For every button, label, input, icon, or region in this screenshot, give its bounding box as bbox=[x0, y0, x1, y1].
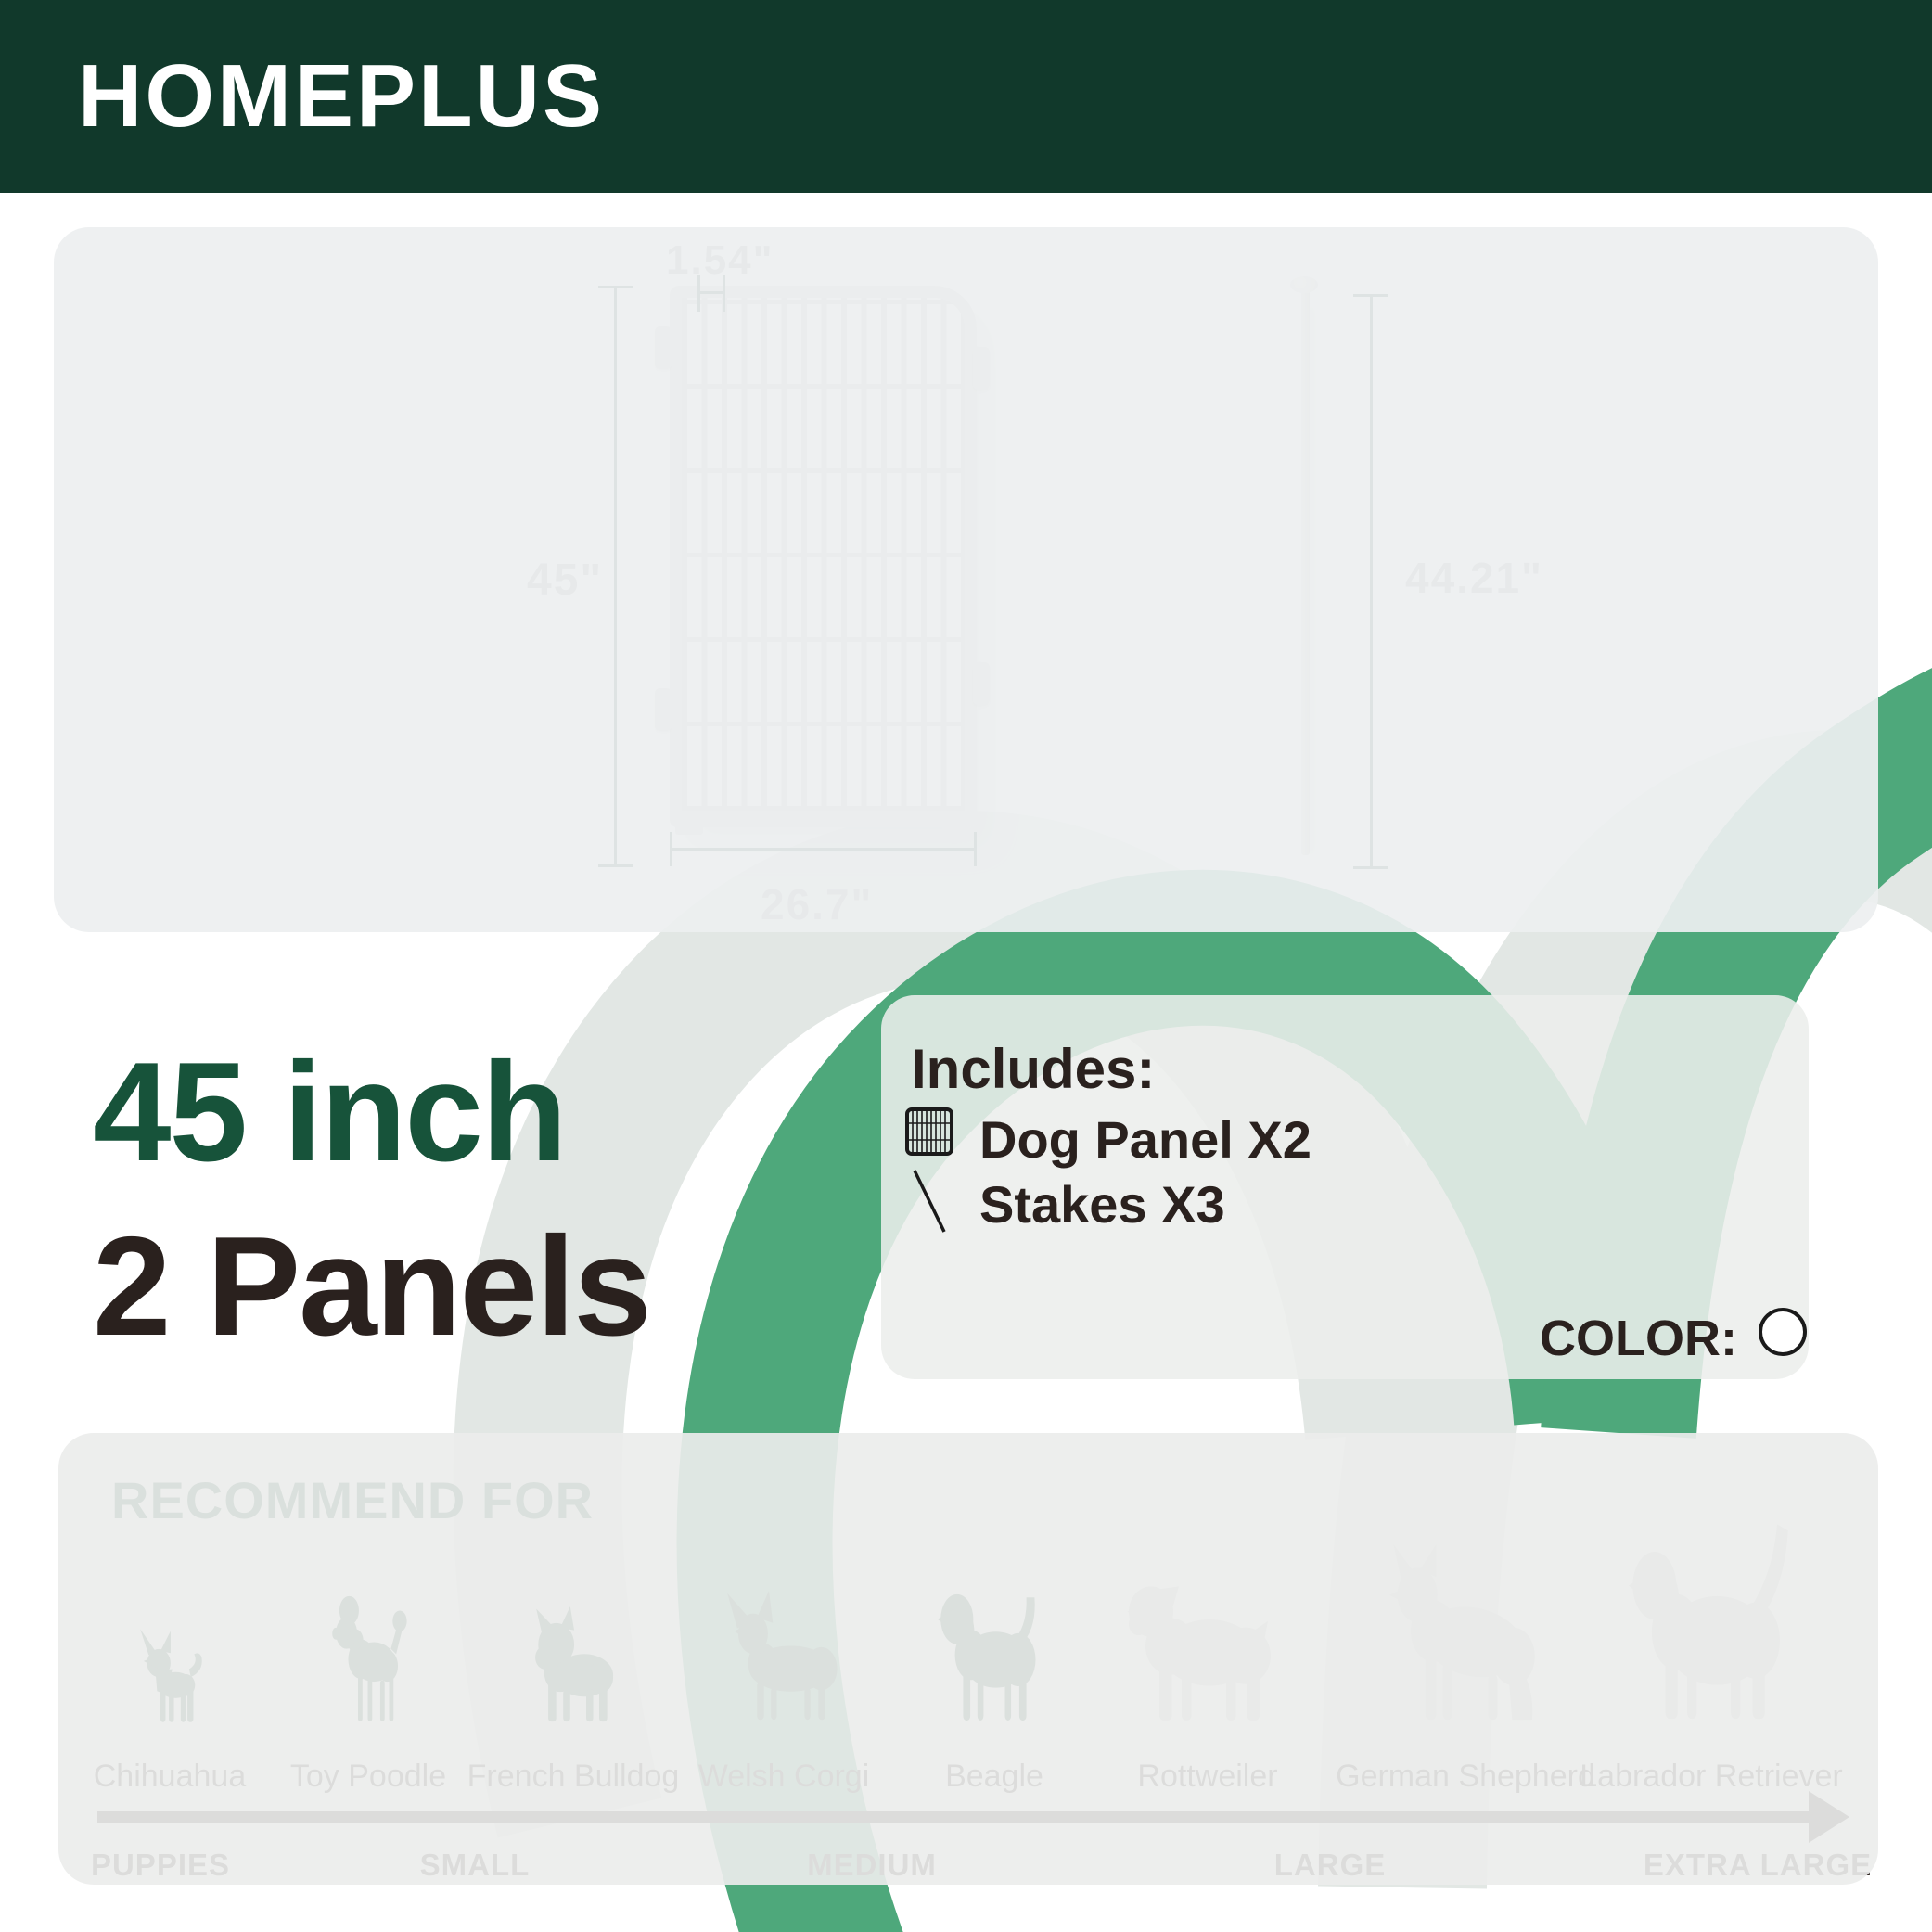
recommend-panel bbox=[58, 1433, 1878, 1885]
dimensions-panel bbox=[54, 227, 1878, 932]
mini-stake-icon bbox=[909, 1167, 950, 1235]
headline-count: 2 Panels bbox=[93, 1208, 650, 1365]
includes-title: Includes: bbox=[911, 1038, 1156, 1100]
color-label: COLOR: bbox=[1540, 1311, 1737, 1366]
mini-panel-icon bbox=[904, 1107, 954, 1157]
brand-logo-text: HOMEPLUS bbox=[78, 46, 606, 146]
headline-size: 45 inch bbox=[93, 1033, 566, 1191]
header-bar bbox=[0, 0, 1932, 193]
color-swatch-white bbox=[1759, 1308, 1807, 1356]
includes-item-stakes: Stakes X3 bbox=[979, 1175, 1225, 1234]
includes-item-panel: Dog Panel X2 bbox=[979, 1110, 1311, 1169]
